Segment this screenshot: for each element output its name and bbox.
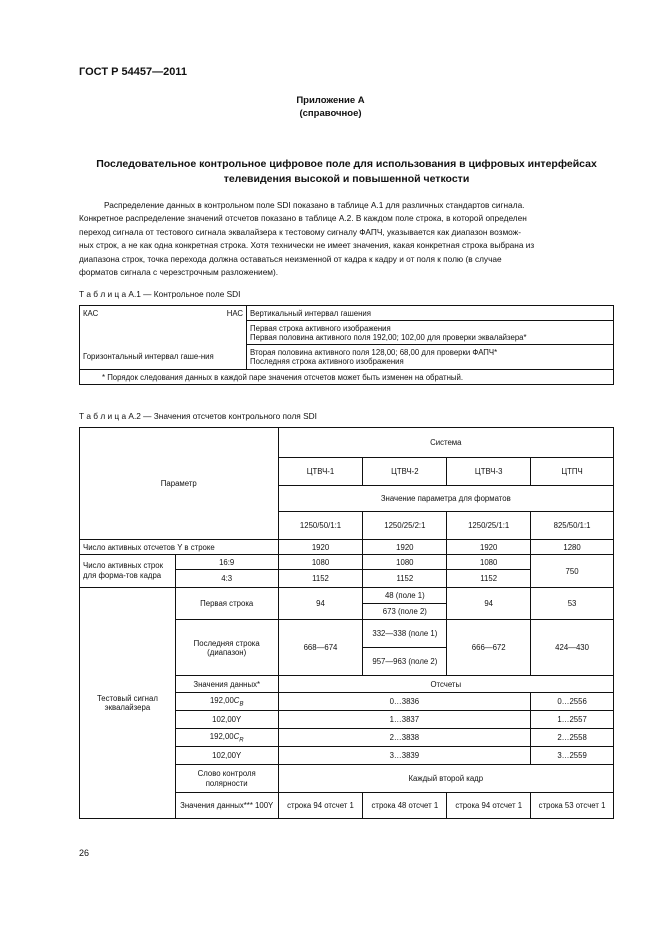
param-value-header: Значение параметра для форматов <box>278 486 613 512</box>
last-line-value: 424—430 <box>531 620 614 676</box>
system-header: Система <box>278 428 613 458</box>
table1-footnote: * Порядок следования данных в каждой паре значения отсчетов может быть изменен на обратный. <box>80 370 614 385</box>
first-line-field2: 673 (поле 2) <box>363 604 447 620</box>
polarity-value: Каждый второй кадр <box>278 765 613 793</box>
table1-empty-cell <box>80 321 247 345</box>
paragraph-line: Распределение данных в контрольном поле SDI показано в таблице А.1 для различных стандартов сигнала. <box>104 200 525 210</box>
cr-samples-tspch: 2…2558 <box>531 729 614 747</box>
table1-caption: Т а б л и ц а А.1 — Контрольное поле SDI <box>79 289 241 299</box>
cb-samples: 0…3836 <box>278 693 531 711</box>
cb-samples-tspch: 0…2556 <box>531 693 614 711</box>
first-line-value: 94 <box>447 588 531 620</box>
active-y-value: 1920 <box>447 540 531 555</box>
system-name: ЦТВЧ-2 <box>363 458 447 486</box>
y1-samples-tspch: 1…2557 <box>531 711 614 729</box>
active-y-value: 1920 <box>278 540 363 555</box>
first-line-text: Первая строка активного изображения <box>250 323 391 333</box>
paragraph-line: диапазона строк, точка перехода должна оставаться неизменной от кадра к кадру и от поля к полю (в случае <box>79 253 502 264</box>
samples-header: Отсчеты <box>278 676 613 693</box>
y1-label: 102,00Y <box>175 711 278 729</box>
format-name: 1250/25/2:1 <box>363 512 447 540</box>
first-line-field1: 48 (поле 1) <box>363 588 447 604</box>
system-name: ЦТВЧ-3 <box>447 458 531 486</box>
paragraph-line: форматов сигнала с черезстрочным разложением). <box>79 267 279 278</box>
paragraph-line: ных строк, а не как одна конкретная строка. Хотя технически не имеет значения, какая конкретная строка выбрана из <box>79 240 535 251</box>
hac-label: НАС <box>226 308 243 318</box>
table1-first-line <box>247 321 614 345</box>
cr-label: $192,00C_R$ <box>175 729 278 747</box>
y2-samples: 3…3839 <box>278 747 531 765</box>
format-name: 1250/50/1:1 <box>278 512 363 540</box>
active-y-value: 1920 <box>363 540 447 555</box>
y1-samples: 1…3837 <box>278 711 531 729</box>
lines-value: 1152 <box>363 570 447 588</box>
last-row-value: строка 53 отсчет 1 <box>531 793 614 819</box>
kac-label: КАС <box>83 308 99 318</box>
first-half-text: Первая половина активного поля 192,00; 102,00 для проверки эквалайзера* <box>250 332 527 342</box>
data-values-label: Значения данных* <box>175 676 278 693</box>
table-a1 <box>79 305 614 385</box>
cb-label: $192,00C_B$ <box>175 693 278 711</box>
last-line-text: Последняя строка активного изображения <box>250 357 404 366</box>
table1-vert-interval: Вертикальный интервал гашения <box>247 306 614 321</box>
cr-label-num: 192,00 <box>209 731 234 741</box>
table1-second-half <box>247 345 614 370</box>
last-line-label: Последняя строка (диапазон) <box>175 620 278 676</box>
first-line-value: 53 <box>531 588 614 620</box>
aspect-4-3: 4:3 <box>175 570 278 588</box>
cb-label-num: 192,00 <box>209 695 234 705</box>
lines-value: 1080 <box>363 555 447 570</box>
cb-subscript: B <box>239 701 244 708</box>
system-name: ЦТПЧ <box>531 458 614 486</box>
annex-note: (справочное) <box>299 108 362 119</box>
heading-line-1: Последовательное контрольное цифровое поле для использования в цифровых интерфейсах <box>96 158 597 170</box>
last-line-field2: 957—963 (поле 2) <box>363 648 447 676</box>
paragraph-line: Конкретное распределение значений отсчетов показано в таблице А.2. В каждом поле строка, в которой определен <box>79 213 527 224</box>
last-line-value: 668—674 <box>278 620 363 676</box>
last-row-value: строка 48 отсчет 1 <box>363 793 447 819</box>
polarity-label: Слово контроля полярности <box>175 765 278 793</box>
parameter-header: Параметр <box>80 428 279 540</box>
lines-value: 1080 <box>447 555 531 570</box>
tsd-lines-value: 750 <box>531 555 614 588</box>
system-name: ЦТВЧ-1 <box>278 458 363 486</box>
heading-line-2: телевидения высокой и повышенной четкости <box>223 173 470 185</box>
annex-title: Приложение А <box>296 95 365 106</box>
lines-value: 1080 <box>278 555 363 570</box>
table-a2 <box>79 427 614 819</box>
page-number: 26 <box>79 848 90 858</box>
paragraph-line: переход сигнала от тестового сигнала эквалайзера к тестовому сигналу ФАПЧ, указывается как диапазон возмож- <box>79 226 521 237</box>
second-half-text: Вторая половина активного поля 128,00; 68,00 для проверки ФАПЧ* <box>250 348 498 357</box>
y2-label: 102,00Y <box>175 747 278 765</box>
section-heading <box>79 157 614 187</box>
first-line-value: 94 <box>278 588 363 620</box>
lines-value: 1152 <box>278 570 363 588</box>
table1-horiz-interval: Горизонтальный интервал гаше-ния <box>80 345 247 370</box>
table1-kac-hac <box>80 306 247 321</box>
aspect-16-9: 16:9 <box>175 555 278 570</box>
last-line-field1: 332—338 (поле 1) <box>363 620 447 648</box>
intro-paragraph <box>79 199 614 279</box>
active-y-label: Число активных отсчетов Y в строке <box>80 540 279 555</box>
y2-samples-tspch: 3…2559 <box>531 747 614 765</box>
lines-value: 1152 <box>447 570 531 588</box>
format-name: 825/50/1:1 <box>531 512 614 540</box>
test-signal-label: Тестовый сигнал эквалайзера <box>80 588 176 819</box>
cr-samples: 2…3838 <box>278 729 531 747</box>
table2-caption: Т а б л и ц а А.2 — Значения отсчетов контрольного поля SDI <box>79 411 317 421</box>
document-code: ГОСТ Р 54457—2011 <box>79 66 187 78</box>
last-row-value: строка 94 отсчет 1 <box>447 793 531 819</box>
active-lines-label: Число активных строк для форма-тов кадра <box>80 555 176 588</box>
last-line-value: 666—672 <box>447 620 531 676</box>
format-name: 1250/25/1:1 <box>447 512 531 540</box>
first-line-label: Первая строка <box>175 588 278 620</box>
active-y-value: 1280 <box>531 540 614 555</box>
data-values-100y-label: Значения данных*** 100Y <box>175 793 278 819</box>
cr-subscript: R <box>239 737 244 744</box>
last-row-value: строка 94 отсчет 1 <box>278 793 363 819</box>
